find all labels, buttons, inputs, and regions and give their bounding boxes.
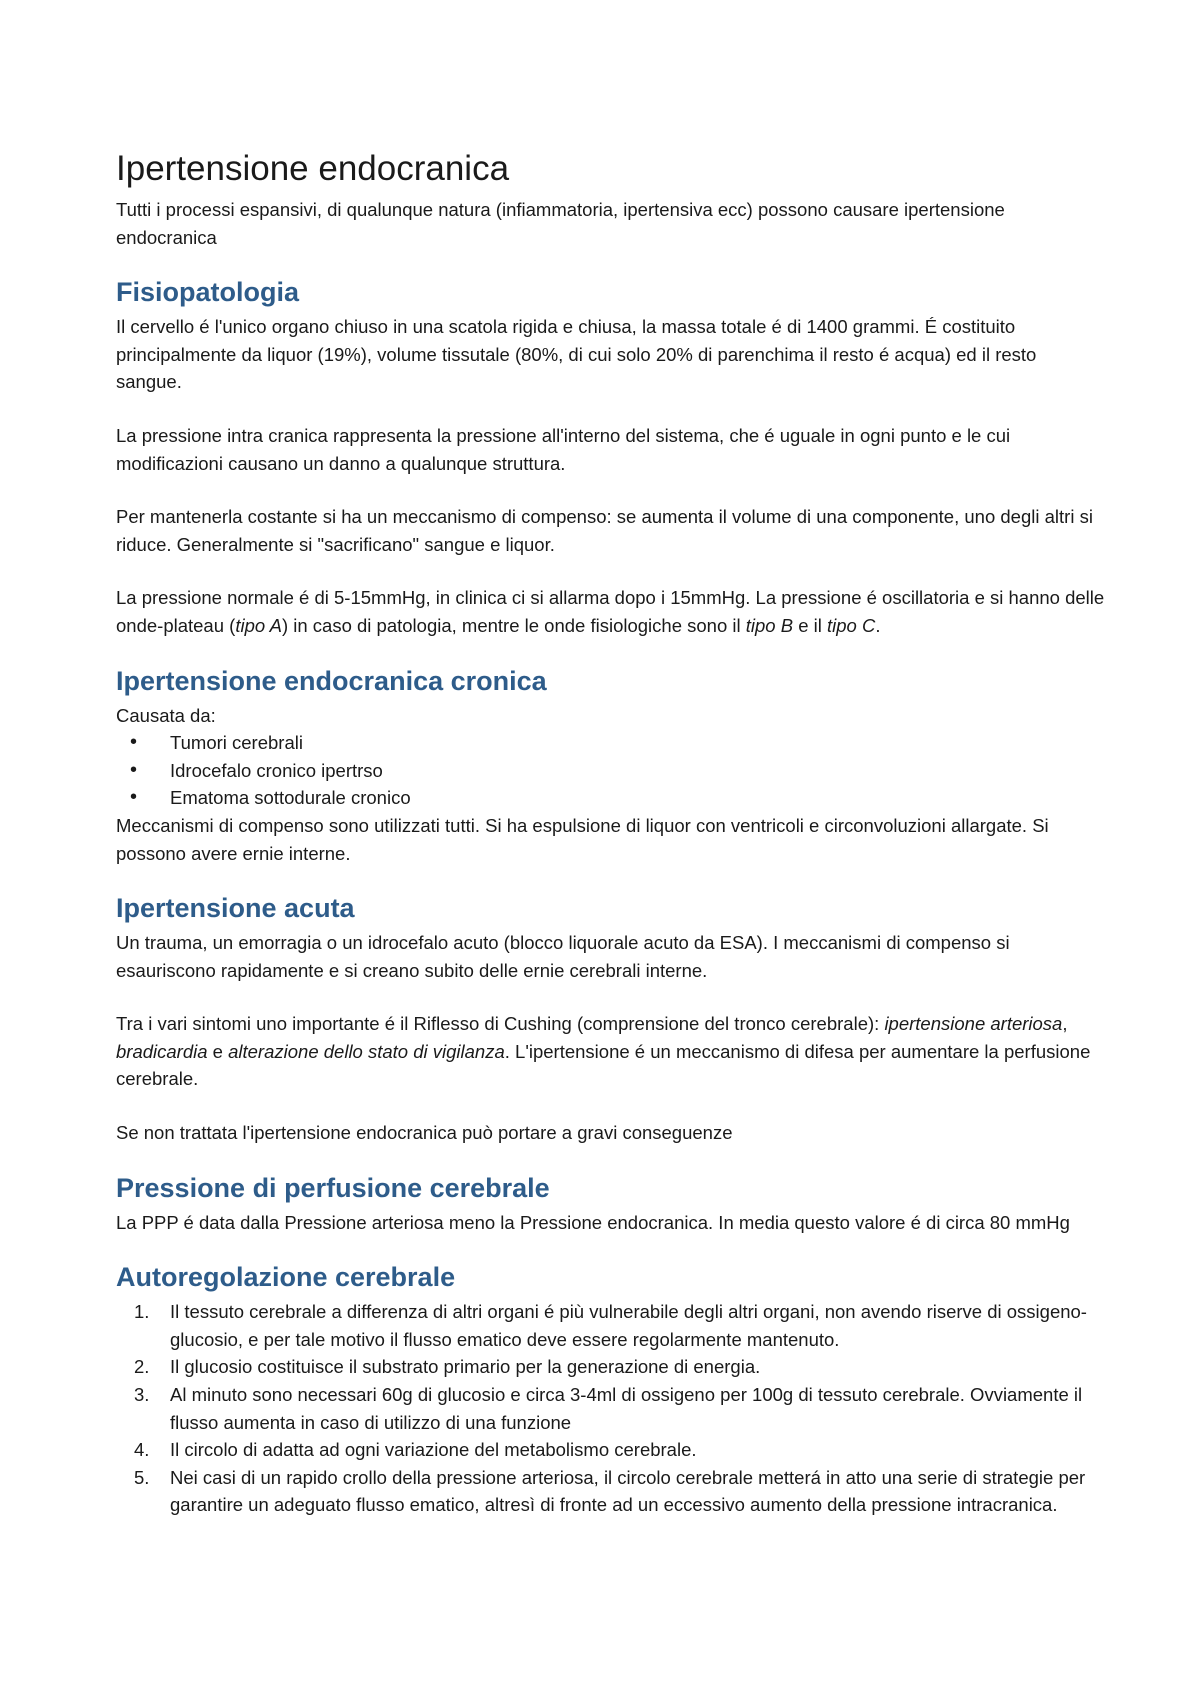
- list-number: 3.: [134, 1384, 150, 1406]
- document-body: [116, 148, 1106, 1519]
- list-item: [116, 1381, 1106, 1436]
- fisiopatologia-paragraph-2: La pressione intra cranica rappresenta la pressione all'interno del sistema, che é uguale in ogni punto e le cui modificazioni causano un danno a qualunque struttura.: [116, 424, 1011, 474]
- fisiopatologia-paragraph-1: Il cervello é l'unico organo chiuso in una scatola rigida e chiusa, la massa totale é di 1400 grammi. É costituito principalmente da liquor (19%), volume tissutale (80%, di cui solo 20% di parenchima il resto é acqua) ed il resto sangue.: [116, 316, 1037, 393]
- intro-paragraph: Tutti i processi espansivi, di qualunque natura (infiammatoria, ipertensiva ecc) possono causare ipertensione endocranica: [116, 199, 1005, 248]
- perfusione-paragraph: La PPP é data dalla Pressione arteriosa meno la Pressione endocranica. In media questo valore é di circa 80 mmHg: [116, 1211, 1070, 1233]
- list-number: 5.: [134, 1466, 150, 1488]
- heading-perfusione: Pressione di perfusione cerebrale: [116, 1172, 550, 1203]
- list-item: • Idrocefalo cronico ipertrso: [116, 757, 1106, 785]
- italic-run: tipo A: [235, 614, 282, 636]
- document-title: Ipertensione endocranica: [116, 149, 510, 188]
- acuta-paragraph-2: [116, 1010, 1106, 1093]
- list-item: [116, 1436, 1106, 1464]
- heading-acuta: Ipertensione acuta: [116, 893, 355, 924]
- heading-autoregolazione: Autoregolazione cerebrale: [116, 1262, 456, 1293]
- italic-run: bradicardia: [116, 1040, 208, 1062]
- text-run: Tra i vari sintomi uno importante é il Riflesso di Cushing (comprensione del tronco cerebrale):: [116, 1013, 885, 1035]
- cronica-cause-list: [116, 729, 1106, 812]
- list-item-text: Il circolo di adatta ad ogni variazione del metabolismo cerebrale.: [170, 1439, 697, 1461]
- acuta-paragraph-3: Se non trattata l'ipertensione endocranica può portare a gravi conseguenze: [116, 1122, 733, 1144]
- italic-run: tipo B: [745, 614, 794, 636]
- cronica-paragraph: Meccanismi di compenso sono utilizzati tutti. Si ha espulsione di liquor con ventricoli e circonvoluzioni allargate. Si possono avere ernie interne.: [116, 814, 1049, 864]
- fisiopatologia-paragraph-4: [116, 584, 1106, 639]
- text-run: ) in caso di patologia, mentre le onde fisiologiche sono il: [281, 614, 746, 636]
- italic-run: alterazione dello stato di vigilanza: [228, 1040, 505, 1062]
- text-run: e: [207, 1040, 229, 1062]
- acuta-paragraph-1: Un trauma, un emorragia o un idrocefalo acuto (blocco liquorale acuto da ESA). I meccanismi di compenso si esauriscono rapidamente e si creano subito delle ernie cerebrali interne.: [116, 932, 1010, 981]
- list-number: 1.: [134, 1301, 150, 1323]
- list-item: [116, 1298, 1106, 1353]
- list-item: [116, 1464, 1106, 1519]
- italic-run: ipertensione arteriosa: [884, 1013, 1063, 1035]
- list-number: 4.: [134, 1439, 150, 1461]
- cronica-causata-label: Causata da:: [116, 704, 216, 726]
- text-run: ,: [1062, 1013, 1068, 1035]
- list-item: • Ematoma sottodurale cronico: [116, 784, 1106, 812]
- fisiopatologia-paragraph-3: Per mantenerla costante si ha un meccanismo di compenso: se aumenta il volume di una componente, uno degli altri si riduce. Generalmente si "sacrificano" sangue e liquor.: [116, 506, 1093, 555]
- heading-fisiopatologia: Fisiopatologia: [116, 277, 300, 308]
- list-item-text: Il tessuto cerebrale a differenza di altri organi é più vulnerabile degli altri organi, non avendo riserve di ossigeno-glucosio, e per tale motivo il flusso ematico deve essere regolarmente mantenuto.: [170, 1301, 1087, 1350]
- list-item-text: Al minuto sono necessari 60g di glucosio e circa 3-4ml di ossigeno per 100g di tessuto cerebrale. Ovviamente il flusso aumenta in caso di utilizzo di una funzione: [170, 1384, 1083, 1433]
- text-run: .: [875, 614, 881, 636]
- list-item: • Tumori cerebrali: [116, 729, 1106, 757]
- autoregolazione-list: [116, 1298, 1106, 1519]
- list-number: 2.: [134, 1356, 150, 1378]
- list-item-text: Il glucosio costituisce il substrato primario per la generazione di energia.: [170, 1356, 761, 1378]
- text-run: La pressione normale é di 5-15mmHg, in clinica ci si allarma dopo i 15mmHg. La pressione é oscillatoria e si hanno delle onde-plateau (: [116, 587, 1105, 636]
- heading-cronica: Ipertensione endocranica cronica: [116, 665, 547, 696]
- italic-run: tipo C: [827, 614, 876, 636]
- text-run: . L'ipertensione é un meccanismo di difesa per aumentare la perfusione cerebrale.: [116, 1040, 1091, 1090]
- list-item: [116, 1353, 1106, 1381]
- list-item-text: Nei casi di un rapido crollo della pressione arteriosa, il circolo cerebrale metterá in atto una serie di strategie per garantire un adeguato flusso ematico, altresì di fronte ad un eccessivo aumento della pressione intracranica.: [170, 1466, 1086, 1516]
- text-run: e il: [793, 614, 827, 636]
